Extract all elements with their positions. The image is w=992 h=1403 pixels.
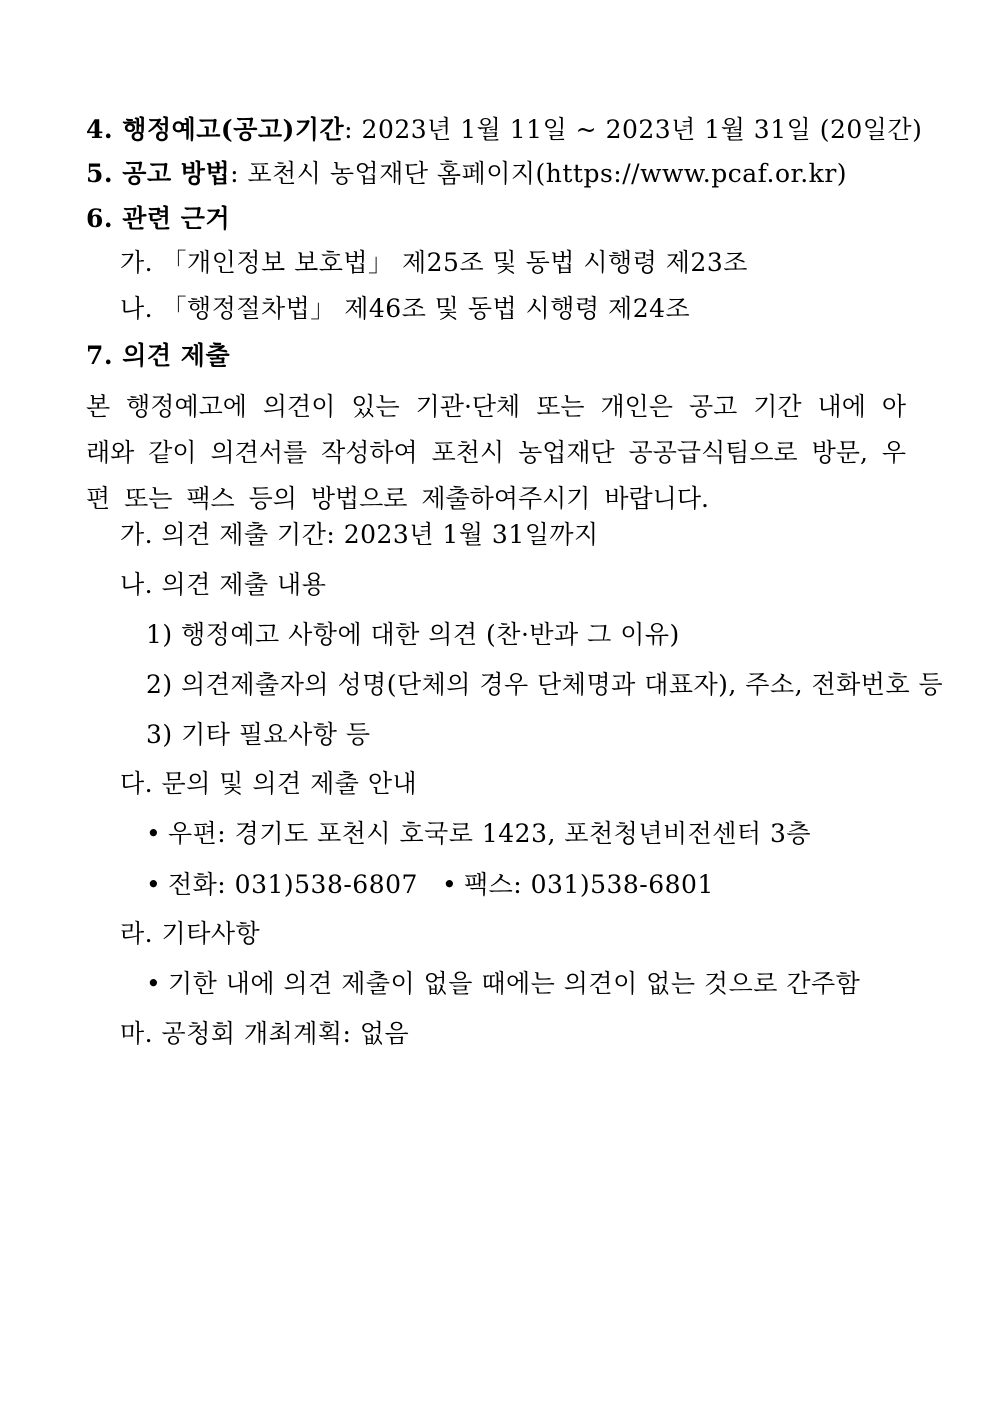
section-6-item-1: 가. 「개인정보 보호법」 제25조 및 동법 시행령 제23조 bbox=[120, 248, 748, 277]
bullet-icon: • bbox=[146, 969, 162, 998]
submission-content-title: 나. 의견 제출 내용 bbox=[120, 570, 327, 599]
mail-address-row bbox=[146, 818, 811, 850]
phone-number: 전화: 031)538-6807 bbox=[168, 870, 418, 899]
section-7-paragraph: 본 행정예고에 의견이 있는 기관·단체 또는 개인은 공고 기간 내에 아래와 같이 의견서를 작성하여 포천시 농업재단 공공급식팀으로 방문, 우편 또는 팩스 등의 방법으로 제출하여주시기 바랍니다. bbox=[86, 392, 906, 513]
section-7-heading: 7. 의견 제출 bbox=[86, 341, 231, 370]
section-4-label: 4. 행정예고(공고)기간 bbox=[86, 115, 345, 144]
public-hearing-plan: 마. 공청회 개최계획: 없음 bbox=[120, 1019, 410, 1048]
mail-address: 우편: 경기도 포천시 호국로 1423, 포천청년비전센터 3층 bbox=[168, 819, 812, 848]
etc-title: 라. 기타사항 bbox=[120, 919, 261, 948]
section-4-period bbox=[86, 114, 922, 146]
section-5-method bbox=[86, 158, 847, 190]
inquiry-title: 다. 문의 및 의견 제출 안내 bbox=[120, 769, 418, 798]
submission-content-item-2: 2) 의견제출자의 성명(단체의 경우 단체명과 대표자), 주소, 전화번호 등 bbox=[146, 670, 944, 699]
etc-item-row bbox=[146, 968, 860, 1000]
bullet-icon: • bbox=[441, 870, 458, 899]
etc-item: 기한 내에 의견 제출이 없을 때에는 의견이 없는 것으로 간주함 bbox=[168, 969, 861, 998]
section-6-heading: 6. 관련 근거 bbox=[86, 204, 231, 233]
section-4-value: : 2023년 1월 11일 ~ 2023년 1월 31일 (20일간) bbox=[344, 115, 923, 144]
submission-period: 가. 의견 제출 기간: 2023년 1월 31일까지 bbox=[120, 520, 599, 549]
section-6-item-2: 나. 「행정절차법」 제46조 및 동법 시행령 제24조 bbox=[120, 294, 691, 323]
bullet-icon: • bbox=[146, 819, 162, 848]
fax-number: 팩스: 031)538-6801 bbox=[463, 870, 714, 899]
section-5-value: : 포천시 농업재단 홈페이지(https://www.pcaf.or.kr) bbox=[230, 159, 848, 188]
bullet-icon: • bbox=[146, 870, 162, 899]
section-5-label: 5. 공고 방법 bbox=[86, 159, 231, 188]
submission-content-item-1: 1) 행정예고 사항에 대한 의견 (찬·반과 그 이유) bbox=[146, 620, 680, 649]
submission-content-item-3: 3) 기타 필요사항 등 bbox=[146, 720, 371, 749]
contact-row bbox=[146, 869, 714, 901]
